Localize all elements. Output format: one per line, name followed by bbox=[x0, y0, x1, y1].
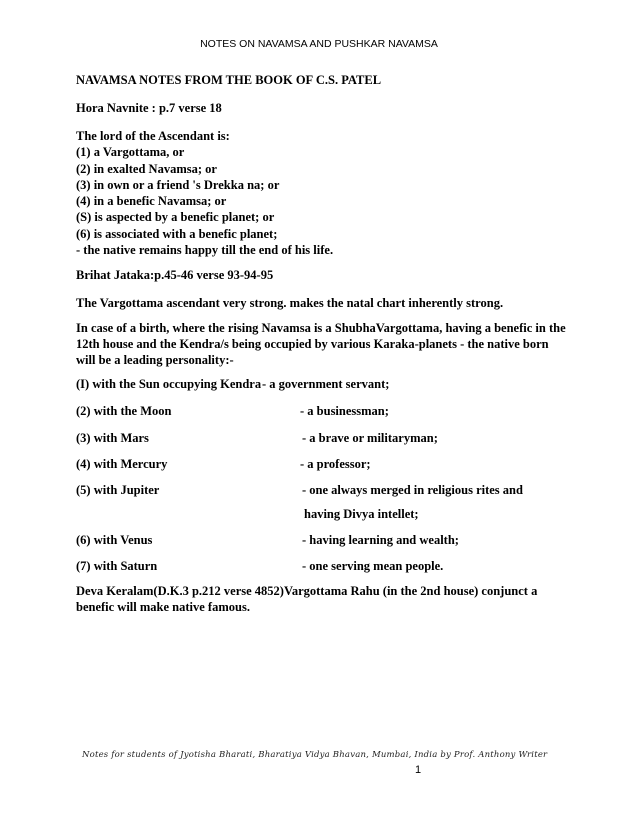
footer-note: Notes for students of Jyotisha Bharati, Bharatiya Vidya Bhavan, Mumbai, India by Prof. Anthony Writer bbox=[82, 750, 548, 760]
planet-row-result: - having learning and wealth; bbox=[302, 533, 459, 547]
page-number: 1 bbox=[415, 764, 422, 776]
section-heading: NAVAMSA NOTES FROM THE BOOK OF C.S. PATEL bbox=[76, 73, 382, 87]
lord-line: The lord of the Ascendant is: bbox=[76, 129, 230, 143]
planet-row-label: (3) with Mars bbox=[76, 431, 149, 445]
planet-row-result: - a professor; bbox=[300, 457, 371, 471]
lord-line: (1) a Vargottama, or bbox=[76, 145, 185, 160]
planet-row-result: - a businessman; bbox=[300, 404, 389, 418]
planet-row-result: - one always merged in religious rites and bbox=[302, 483, 523, 497]
planet-row-label: (I) with the Sun occupying Kendra bbox=[76, 377, 262, 391]
lord-line: (6) is associated with a benefic planet; bbox=[76, 226, 278, 241]
vargottama-line: The Vargottama ascendant very strong. makes the natal chart inherently strong. bbox=[76, 296, 504, 310]
lord-line: (S) is aspected by a benefic planet; or bbox=[76, 210, 275, 225]
lord-conditions-list bbox=[76, 128, 576, 258]
page-header: NOTES ON NAVAMSA AND PUSHKAR NAVAMSA bbox=[200, 38, 438, 50]
planet-row-result-continued: having Divya intellet; bbox=[304, 507, 419, 521]
lord-line: (2) in exalted Navamsa; or bbox=[76, 161, 217, 176]
planet-row-result: - a government servant; bbox=[262, 377, 390, 391]
planet-row-label: (4) with Mercury bbox=[76, 457, 168, 471]
birth-paragraph: In case of a birth, where the rising Navamsa is a ShubhaVargottama, having a benefic in the 12th house and the Kendra/s being occupied by various Karaka-planets - the native born will be a leading personality:- bbox=[76, 321, 566, 367]
planet-row-result: - one serving mean people. bbox=[302, 559, 444, 573]
lord-line: (4) in a benefic Navamsa; or bbox=[76, 194, 227, 209]
planet-row-label: (7) with Saturn bbox=[76, 559, 158, 573]
hora-reference: Hora Navnite : p.7 verse 18 bbox=[76, 101, 222, 115]
deva-keralam-paragraph: Deva Keralam(D.K.3 p.212 verse 4852)Vargottama Rahu (in the 2nd house) conjunct a benefic will make native famous. bbox=[76, 584, 538, 614]
brihat-reference: Brihat Jataka:p.45-46 verse 93-94-95 bbox=[76, 268, 274, 282]
lord-line: - the native remains happy till the end of his life. bbox=[76, 243, 334, 258]
planet-row-result: - a brave or militaryman; bbox=[302, 431, 438, 445]
lord-line: (3) in own or a friend 's Drekka na; or bbox=[76, 177, 280, 192]
planet-row-label: (2) with the Moon bbox=[76, 404, 172, 418]
planet-row-label: (6) with Venus bbox=[76, 533, 153, 547]
planet-row-label: (5) with Jupiter bbox=[76, 483, 160, 497]
